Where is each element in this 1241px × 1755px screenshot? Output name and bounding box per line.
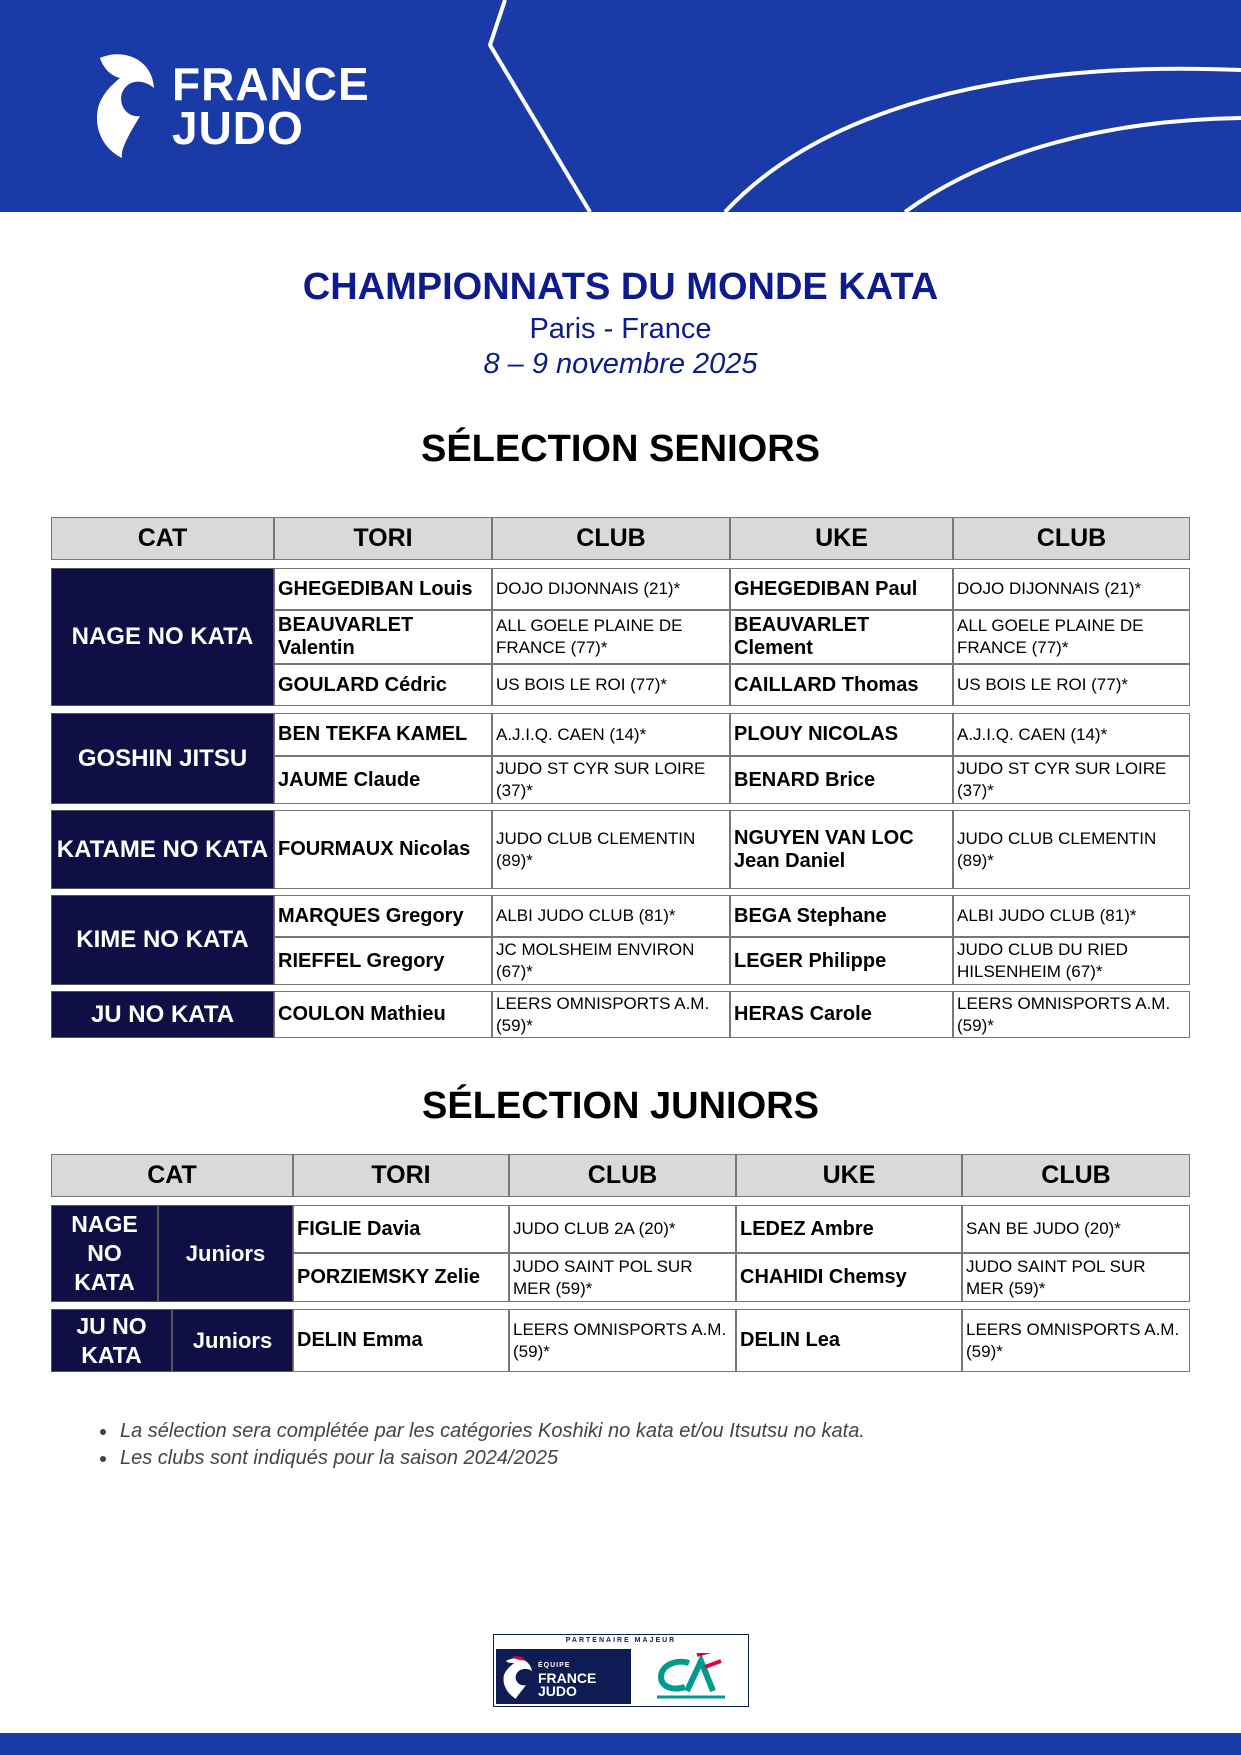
uke-club: LEERS OMNISPORTS A.M. (59)* (962, 1309, 1190, 1372)
seniors-group-goshin-jitsu (51, 713, 1190, 804)
juniors-group-ju-no-kata (51, 1309, 1190, 1372)
partner-label: PARTENAIRE MAJEUR (565, 1637, 677, 1644)
team-line-1: FRANCE (538, 1670, 597, 1686)
tori-name: DELIN Emma (293, 1309, 509, 1372)
tori-name: FIGLIE Davia (293, 1205, 509, 1253)
uke-name: BEAUVARLET Clement (730, 610, 953, 664)
uke-name: GHEGEDIBAN Paul (730, 568, 953, 610)
header-uke: UKE (730, 517, 953, 560)
tori-club: ALBI JUDO CLUB (81)* (492, 895, 730, 937)
tori-name: GOULARD Cédric (274, 664, 492, 706)
table-row (274, 991, 1190, 1038)
tori-name: GHEGEDIBAN Louis (274, 568, 492, 610)
table-row (293, 1253, 1190, 1302)
table-row (274, 756, 1190, 804)
note-item: • Les clubs sont indiqués pour la saison 2024/2025 (118, 1445, 865, 1472)
event-dates: 8 – 9 novembre 2025 (483, 348, 758, 380)
event-city: Paris - France (529, 313, 712, 345)
partner-team-block (496, 1649, 631, 1704)
juniors-header-row (51, 1154, 1190, 1197)
footer-bar (0, 1733, 1241, 1755)
uke-name: BEGA Stephane (730, 895, 953, 937)
seniors-group-nage-no-kata (51, 568, 1190, 706)
partner-logo (493, 1634, 749, 1707)
category-cell: JU NO KATA (51, 991, 274, 1038)
header-cat: CAT (51, 1154, 293, 1197)
table-row (274, 937, 1190, 985)
uke-name: DELIN Lea (736, 1309, 962, 1372)
team-prefix: ÉQUIPE (538, 1662, 571, 1669)
category-cell: KATAME NO KATA (51, 810, 274, 889)
tori-club: A.J.I.Q. CAEN (14)* (492, 713, 730, 756)
table-row (274, 895, 1190, 937)
table-row (274, 610, 1190, 664)
uke-name: BENARD Brice (730, 756, 953, 804)
seniors-group-kime-no-kata (51, 895, 1190, 985)
header-cat: CAT (51, 517, 274, 560)
uke-name: CAILLARD Thomas (730, 664, 953, 706)
uke-name: LEGER Philippe (730, 937, 953, 985)
france-judo-logo-icon (92, 48, 172, 168)
tori-club: JUDO SAINT POL SUR MER (59)* (509, 1253, 736, 1302)
uke-club: ALBI JUDO CLUB (81)* (953, 895, 1190, 937)
tori-club: DOJO DIJONNAIS (21)* (492, 568, 730, 610)
header-tori-club: CLUB (492, 517, 730, 560)
uke-club: JUDO ST CYR SUR LOIRE (37)* (953, 756, 1190, 804)
uke-name: LEDEZ Ambre (736, 1205, 962, 1253)
brand-line-1: FRANCE (172, 58, 370, 110)
header-uke-club: CLUB (953, 517, 1190, 560)
credit-agricole-logo-icon (649, 1653, 734, 1701)
table-row (274, 664, 1190, 706)
table-row (274, 568, 1190, 610)
tori-name: FOURMAUX Nicolas (274, 810, 492, 889)
brand-wordmark (172, 58, 370, 154)
uke-club: SAN BE JUDO (20)* (962, 1205, 1190, 1253)
tori-club: JC MOLSHEIM ENVIRON (67)* (492, 937, 730, 985)
uke-name: CHAHIDI Chemsy (736, 1253, 962, 1302)
tori-club: JUDO CLUB 2A (20)* (509, 1205, 736, 1253)
note-item: • La sélection sera complétée par les catégories Koshiki no kata et/ou Itsutsu no kata. (118, 1418, 865, 1445)
tori-club: LEERS OMNISPORTS A.M. (59)* (509, 1309, 736, 1372)
uke-club: DOJO DIJONNAIS (21)* (953, 568, 1190, 610)
team-line-2: JUDO (538, 1683, 577, 1699)
category-cell: NAGE NO KATA (51, 1205, 158, 1302)
tori-club: ALL GOELE PLAINE DE FRANCE (77)* (492, 610, 730, 664)
uke-name: NGUYEN VAN LOC Jean Daniel (730, 810, 953, 889)
team-logo-icon (502, 1655, 538, 1699)
tori-club: US BOIS LE ROI (77)* (492, 664, 730, 706)
uke-club: JUDO CLUB CLEMENTIN (89)* (953, 810, 1190, 889)
tori-name: PORZIEMSKY Zelie (293, 1253, 509, 1302)
table-row (274, 810, 1190, 889)
uke-name: HERAS Carole (730, 991, 953, 1038)
table-row (274, 713, 1190, 756)
header-tori-club: CLUB (509, 1154, 736, 1197)
notes-list (82, 1418, 865, 1472)
brand-line-2: JUDO (172, 102, 304, 154)
uke-club: US BOIS LE ROI (77)* (953, 664, 1190, 706)
uke-name: PLOUY NICOLAS (730, 713, 953, 756)
tori-name: BEAUVARLET Valentin (274, 610, 492, 664)
table-row (293, 1309, 1190, 1372)
uke-club: JUDO SAINT POL SUR MER (59)* (962, 1253, 1190, 1302)
tori-name: RIEFFEL Gregory (274, 937, 492, 985)
juniors-group-nage-no-kata (51, 1205, 1190, 1302)
tori-name: COULON Mathieu (274, 991, 492, 1038)
tori-club: JUDO CLUB CLEMENTIN (89)* (492, 810, 730, 889)
table-row (293, 1205, 1190, 1253)
category-cell: NAGE NO KATA (51, 568, 274, 706)
tori-name: JAUME Claude (274, 756, 492, 804)
category-cell: GOSHIN JITSU (51, 713, 274, 804)
tori-name: BEN TEKFA KAMEL (274, 713, 492, 756)
event-title: CHAMPIONNATS DU MONDE KATA (302, 266, 939, 308)
category-cell: KIME NO KATA (51, 895, 274, 985)
uke-club: JUDO CLUB DU RIED HILSENHEIM (67)* (953, 937, 1190, 985)
level-cell: Juniors (172, 1309, 293, 1372)
partner-team-text (538, 1659, 596, 1698)
tori-name: MARQUES Gregory (274, 895, 492, 937)
uke-club: LEERS OMNISPORTS A.M. (59)* (953, 991, 1190, 1038)
level-cell: Juniors (158, 1205, 293, 1302)
seniors-title: SÉLECTION SENIORS (420, 428, 821, 470)
header-banner (0, 0, 1241, 212)
juniors-title: SÉLECTION JUNIORS (422, 1085, 819, 1127)
header-uke: UKE (736, 1154, 962, 1197)
seniors-group-katame-no-kata (51, 810, 1190, 889)
header-tori: TORI (293, 1154, 509, 1197)
tori-club: LEERS OMNISPORTS A.M. (59)* (492, 991, 730, 1038)
seniors-header-row (51, 517, 1190, 560)
header-uke-club: CLUB (962, 1154, 1190, 1197)
tori-club: JUDO ST CYR SUR LOIRE (37)* (492, 756, 730, 804)
uke-club: ALL GOELE PLAINE DE FRANCE (77)* (953, 610, 1190, 664)
category-cell: JU NO KATA (51, 1309, 172, 1372)
uke-club: A.J.I.Q. CAEN (14)* (953, 713, 1190, 756)
header-tori: TORI (274, 517, 492, 560)
seniors-group-ju-no-kata (51, 991, 1190, 1038)
